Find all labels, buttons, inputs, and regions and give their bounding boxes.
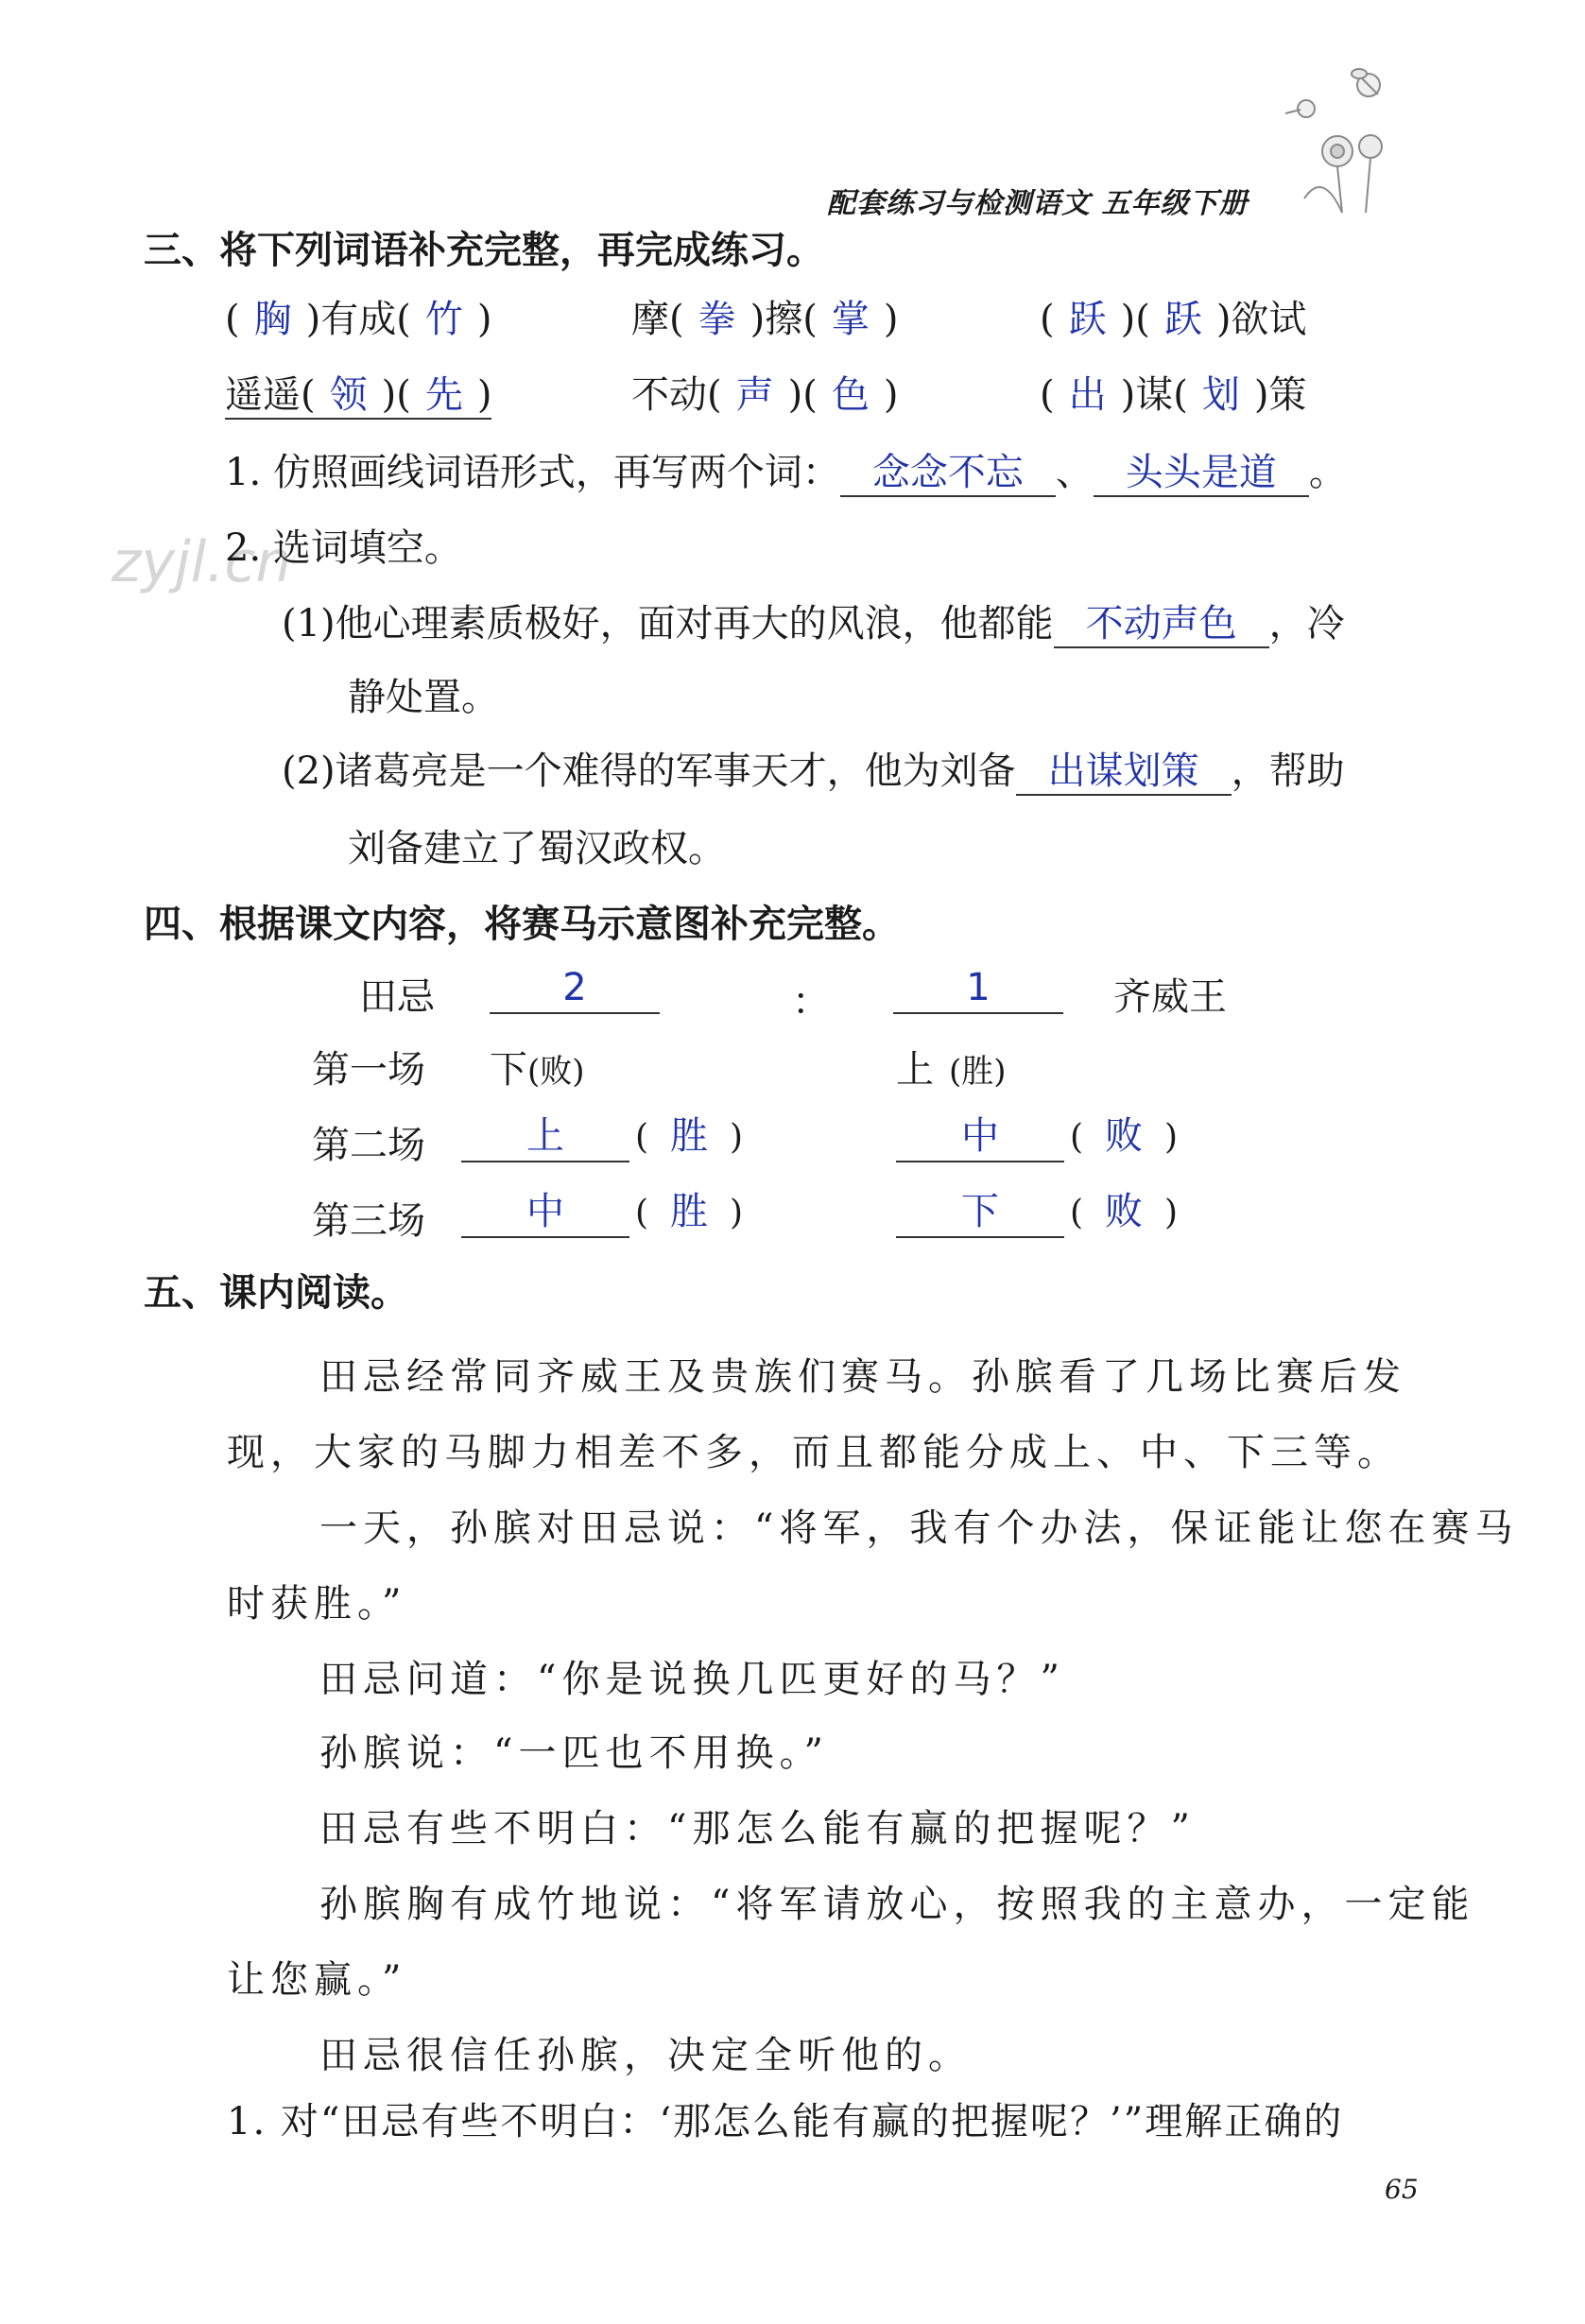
q2-item2-cont: 刘备建立了蜀汉政权。 — [348, 827, 726, 870]
section4-heading: 四、根据课文内容，将赛马示意图补充完整。 — [144, 903, 900, 946]
answer-blank: 出 — [1068, 373, 1107, 417]
passage-line: 一天，孙膑对田忌说：“将军，我有个办法，保证能让您在赛马 — [319, 1506, 1519, 1550]
round-2-right-horse: 中 — [896, 1117, 1064, 1162]
round-2-right-result: 败 — [1105, 1114, 1144, 1158]
answer-blank: 先 — [424, 373, 463, 417]
score-right: 1 — [893, 969, 1063, 1014]
passage-line: 让您赢。” — [227, 1958, 407, 2002]
answer-blank: 跃 — [1163, 298, 1202, 341]
idiom-5: 不动( 声 )( 色 ) — [631, 373, 899, 417]
reading-question-1: 1. 对“田忌有些不明白：‘那怎么能有赢的把握呢？’”理解正确的 — [227, 2100, 1344, 2143]
idiom-3: ( 跃 )( 跃 )欲试 — [1040, 298, 1307, 341]
q1-line: 1. 仿照画线词语形式，再写两个词： 念念不忘 、 头头是道 。 — [225, 454, 1347, 497]
q1-answer-1: 念念不忘 — [840, 454, 1056, 497]
passage-line: 田忌有些不明白：“那怎么能有赢的把握呢？” — [319, 1807, 1196, 1851]
round-3-left-horse: 中 — [461, 1193, 629, 1238]
idiom-2: 摩( 拳 )擦( 掌 ) — [631, 298, 899, 341]
q2-item2-answer: 出谋划策 — [1016, 752, 1232, 796]
idiom-1: ( 胸 )有成( 竹 ) — [225, 298, 492, 341]
answer-blank: 声 — [735, 373, 774, 417]
round-3-left-result: 胜 — [670, 1190, 709, 1233]
round-2-label: 第二场 — [312, 1124, 425, 1167]
round-1-left: 下(败) — [490, 1048, 585, 1092]
right-name: 齐威王 — [1113, 975, 1227, 1019]
answer-blank: 划 — [1201, 373, 1240, 417]
round-2-left-result: 胜 — [670, 1114, 709, 1158]
round-1-label: 第一场 — [312, 1048, 425, 1092]
passage-line: 田忌很信任孙膑，决定全听他的。 — [319, 2034, 972, 2077]
passage-line: 时获胜。” — [227, 1582, 407, 1626]
left-name: 田忌 — [359, 975, 435, 1019]
answer-blank: 领 — [329, 373, 368, 417]
section5-heading: 五、课内阅读。 — [144, 1271, 408, 1315]
passage-line: 田忌问道：“你是说换几匹更好的马？” — [319, 1658, 1065, 1701]
answer-blank: 跃 — [1068, 298, 1107, 341]
passage-line: 孙膑胸有成竹地说：“将军请放心，按照我的主意办，一定能 — [319, 1883, 1475, 1926]
header-title: 配套练习与检测语文 五年级下册 — [827, 187, 1249, 220]
round-2-right: 中 ( 败 ) — [896, 1117, 1178, 1162]
round-3-right-result: 败 — [1105, 1190, 1144, 1233]
passage-line: 现，大家的马脚力相差不多，而且都能分成上、中、下三等。 — [227, 1431, 1401, 1474]
passage-line: 田忌经常同齐威王及贵族们赛马。孙膑看了几场比赛后发 — [319, 1355, 1406, 1399]
idiom-6: ( 出 )谋( 划 )策 — [1040, 373, 1307, 417]
answer-blank: 竹 — [424, 298, 463, 341]
score-left: 2 — [490, 969, 660, 1014]
answer-blank: 色 — [831, 373, 870, 417]
round-1-right: 上 (胜) — [896, 1048, 1007, 1092]
page-number: 65 — [1385, 2174, 1419, 2205]
round-3-label: 第三场 — [312, 1199, 425, 1243]
answer-blank: 拳 — [698, 298, 736, 341]
score-colon: ： — [792, 980, 830, 1024]
round-3-right: 下 ( 败 ) — [896, 1193, 1178, 1238]
q2-item2: (2)诸葛亮是一个难得的军事天才，他为刘备 出谋划策 ，帮助 — [282, 752, 1345, 796]
round-2-left: 上 ( 胜 ) — [461, 1117, 743, 1162]
bee-flower-decoration — [1248, 57, 1399, 217]
answer-blank: 胸 — [253, 298, 292, 341]
q1-answer-2: 头头是道 — [1094, 454, 1309, 497]
q2-item1-cont: 静处置。 — [348, 676, 499, 719]
idiom-4: 遥遥( 领 )( 先 ) — [225, 376, 491, 420]
q2-item1-answer: 不动声色 — [1054, 605, 1269, 648]
answer-blank: 掌 — [831, 298, 870, 341]
passage-line: 孙膑说：“一匹也不用换。” — [319, 1731, 829, 1775]
section3-heading: 三、将下列词语补充完整，再完成练习。 — [144, 229, 824, 272]
q2-title: 2. 选词填空。 — [225, 526, 462, 570]
round-3-right-horse: 下 — [896, 1193, 1064, 1238]
q2-item1: (1)他心理素质极好，面对再大的风浪，他都能 不动声色 ，冷 — [282, 605, 1345, 648]
round-3-left: 中 ( 胜 ) — [461, 1193, 743, 1238]
round-2-left-horse: 上 — [461, 1117, 629, 1162]
watermark: zyjl.cn — [112, 529, 292, 595]
